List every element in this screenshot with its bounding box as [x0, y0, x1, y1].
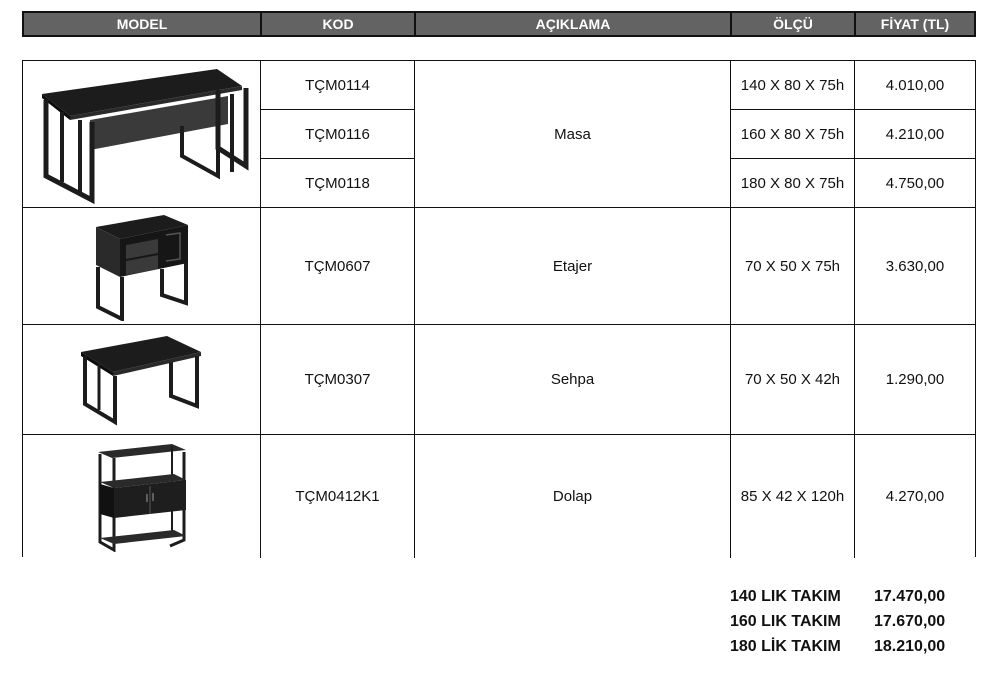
code-cell: TÇM0412K1 [261, 435, 415, 558]
total-value: 17.670,00 [874, 612, 946, 630]
total-row [730, 609, 960, 634]
price-cell: 1.290,00 [855, 325, 975, 435]
size-cell: 70 X 50 X 75h [731, 208, 855, 325]
price-cell: 3.630,00 [855, 208, 975, 325]
header-aciklama: AÇIKLAMA [416, 13, 732, 35]
desk-image [23, 61, 261, 208]
description-cell: Etajer [415, 208, 731, 325]
description-cell: Dolap [415, 435, 731, 558]
price-cell: 4.750,00 [855, 159, 975, 208]
cabinet-image [23, 435, 261, 558]
code-cell: TÇM0114 [261, 61, 415, 110]
header-model: MODEL [24, 13, 262, 35]
price-cell: 4.010,00 [855, 61, 975, 110]
header-fiyat: FİYAT (TL) [856, 13, 974, 35]
description-cell: Masa [415, 61, 731, 208]
total-row [730, 634, 960, 659]
coffee-table-image [23, 325, 261, 435]
code-cell: TÇM0607 [261, 208, 415, 325]
code-cell: TÇM0116 [261, 110, 415, 159]
price-cell: 4.210,00 [855, 110, 975, 159]
size-cell: 85 X 42 X 120h [731, 435, 855, 558]
code-cell: TÇM0307 [261, 325, 415, 435]
table-header [22, 11, 976, 37]
side-unit-image [23, 208, 261, 325]
size-cell: 70 X 50 X 42h [731, 325, 855, 435]
size-cell: 180 X 80 X 75h [731, 159, 855, 208]
header-kod: KOD [262, 13, 416, 35]
description-cell: Sehpa [415, 325, 731, 435]
total-label: 160 LIK TAKIM [730, 612, 841, 630]
set-totals [730, 584, 960, 659]
code-cell: TÇM0118 [261, 159, 415, 208]
total-value: 18.210,00 [874, 637, 946, 655]
size-cell: 160 X 80 X 75h [731, 110, 855, 159]
total-value: 17.470,00 [874, 587, 946, 605]
price-cell: 4.270,00 [855, 435, 975, 558]
total-row [730, 584, 960, 609]
total-label: 180 LİK TAKIM [730, 637, 841, 655]
total-label: 140 LIK TAKIM [730, 587, 841, 605]
price-table [22, 60, 976, 557]
size-cell: 140 X 80 X 75h [731, 61, 855, 110]
header-olcu: ÖLÇÜ [732, 13, 856, 35]
